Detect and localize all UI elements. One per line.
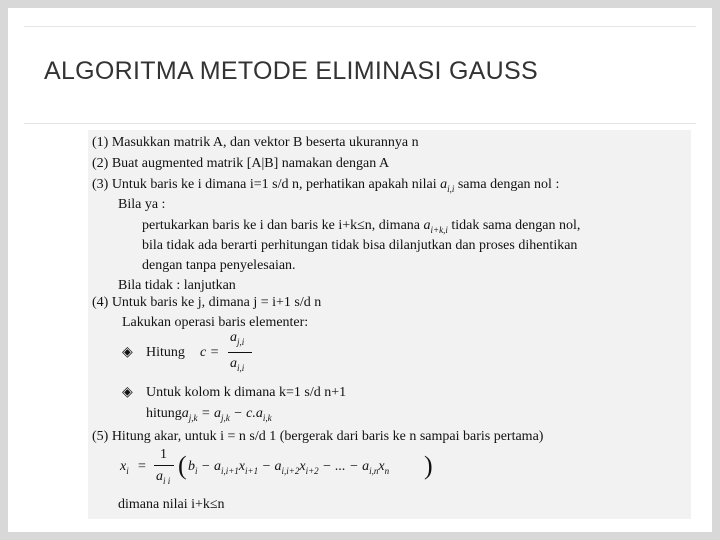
term3-x-sub: n <box>384 465 390 476</box>
term1-sub: i,i+1 <box>220 465 239 476</box>
term3-x: x <box>378 459 385 474</box>
x-i <box>120 459 129 479</box>
x-expression <box>188 459 389 479</box>
a-ik-base: a <box>423 218 431 233</box>
term2: − a <box>258 459 282 474</box>
c-denominator <box>230 356 244 373</box>
step-3-tail: sama dengan nol : <box>457 177 560 192</box>
lakukan-obe: Lakukan operasi baris elementer: <box>122 315 309 330</box>
c-num-base: a <box>230 330 237 345</box>
term1: − a <box>197 459 221 474</box>
left-paren: ( <box>178 451 187 480</box>
tukar-line-1 <box>142 218 580 238</box>
term2-sub: i,i+2 <box>281 465 300 476</box>
a-jk-sub-2: j,k <box>220 412 230 423</box>
a-ik-sub-2: i,k <box>262 412 272 423</box>
c-numerator <box>230 330 244 347</box>
c-fraction-bar <box>228 352 252 353</box>
hitung-update <box>146 406 272 426</box>
tukar-line-2: bila tidak ada berarti perhitungan tidak bisa dilanjutkan dan proses dihentikan <box>142 238 578 253</box>
a-ii <box>440 177 454 192</box>
update-formula <box>182 406 272 421</box>
step-2: (2) Buat augmented matrik [A|B] namakan dengan A <box>92 156 390 171</box>
bila-ya: Bila ya : <box>118 197 166 212</box>
diamond-bullet-icon: ◈ <box>122 385 133 400</box>
step-3-text: (3) Untuk baris ke i dimana i=1 s/d n, perhatikan apakah nilai <box>92 177 437 192</box>
x-fraction-bar <box>154 465 174 466</box>
c-num-sub: j,i <box>237 336 245 347</box>
a-jk-sub: j,k <box>188 412 198 423</box>
slide-title: ALGORITMA METODE ELIMINASI GAUSS <box>44 57 538 85</box>
c-den-sub: i,i <box>237 362 245 373</box>
term1-x: x <box>238 459 246 474</box>
b-sub: i <box>195 465 198 476</box>
term2-x-sub: i+2 <box>305 465 319 476</box>
bila-tidak: Bila tidak : lanjutkan <box>118 278 236 293</box>
hitung-c-label: Hitung <box>146 345 185 360</box>
c-den-base: a <box>230 356 237 371</box>
x-den-sub: i i <box>163 475 171 486</box>
right-paren: ) <box>424 451 433 480</box>
x-denominator <box>156 469 170 486</box>
minus-c-a: − c.a <box>229 406 263 421</box>
a-ik-sub: i+k,i <box>430 224 448 235</box>
a-jk: a <box>181 406 189 421</box>
x-equals: = <box>138 459 146 474</box>
a-ii-sub: i,i <box>447 183 455 194</box>
hitung-label: hitung <box>146 406 182 421</box>
tukar-tail: tidak sama dengan nol, <box>451 218 581 233</box>
step-5: (5) Hitung akar, untuk i = n s/d 1 (bergerak dari baris ke n sampai baris pertama) <box>92 429 544 444</box>
term2-x: x <box>299 459 306 474</box>
x-base: x <box>120 459 127 474</box>
x-den-base: a <box>156 469 163 484</box>
step-4: (4) Untuk baris ke j, dimana j = i+1 s/d n <box>92 295 322 310</box>
c-equals: c = <box>200 345 220 360</box>
b-base: b <box>188 459 195 474</box>
eq-a-jk: = a <box>197 406 221 421</box>
a-ii-base: a <box>440 177 448 192</box>
tukar-line-3: dengan tanpa penyelesaian. <box>142 258 296 273</box>
algorithm-image <box>88 130 691 519</box>
diamond-bullet-icon: ◈ <box>122 345 133 360</box>
tukar-text: pertukarkan baris ke i dan baris ke i+k≤n, dimana <box>142 218 420 233</box>
a-ik-i <box>424 218 448 233</box>
dimana-line: dimana nilai i+k≤n <box>118 497 225 512</box>
step-1: (1) Masukkan matrik A, dan vektor B beserta ukurannya n <box>92 135 419 150</box>
term3-sub: i,n <box>369 465 379 476</box>
term3: − ... − a <box>318 459 370 474</box>
x-numerator: 1 <box>160 447 167 462</box>
x-sub: i <box>126 465 129 476</box>
step-3 <box>92 177 559 197</box>
untuk-kolom: Untuk kolom k dimana k=1 s/d n+1 <box>146 385 347 400</box>
term1-x-sub: i+1 <box>245 465 259 476</box>
